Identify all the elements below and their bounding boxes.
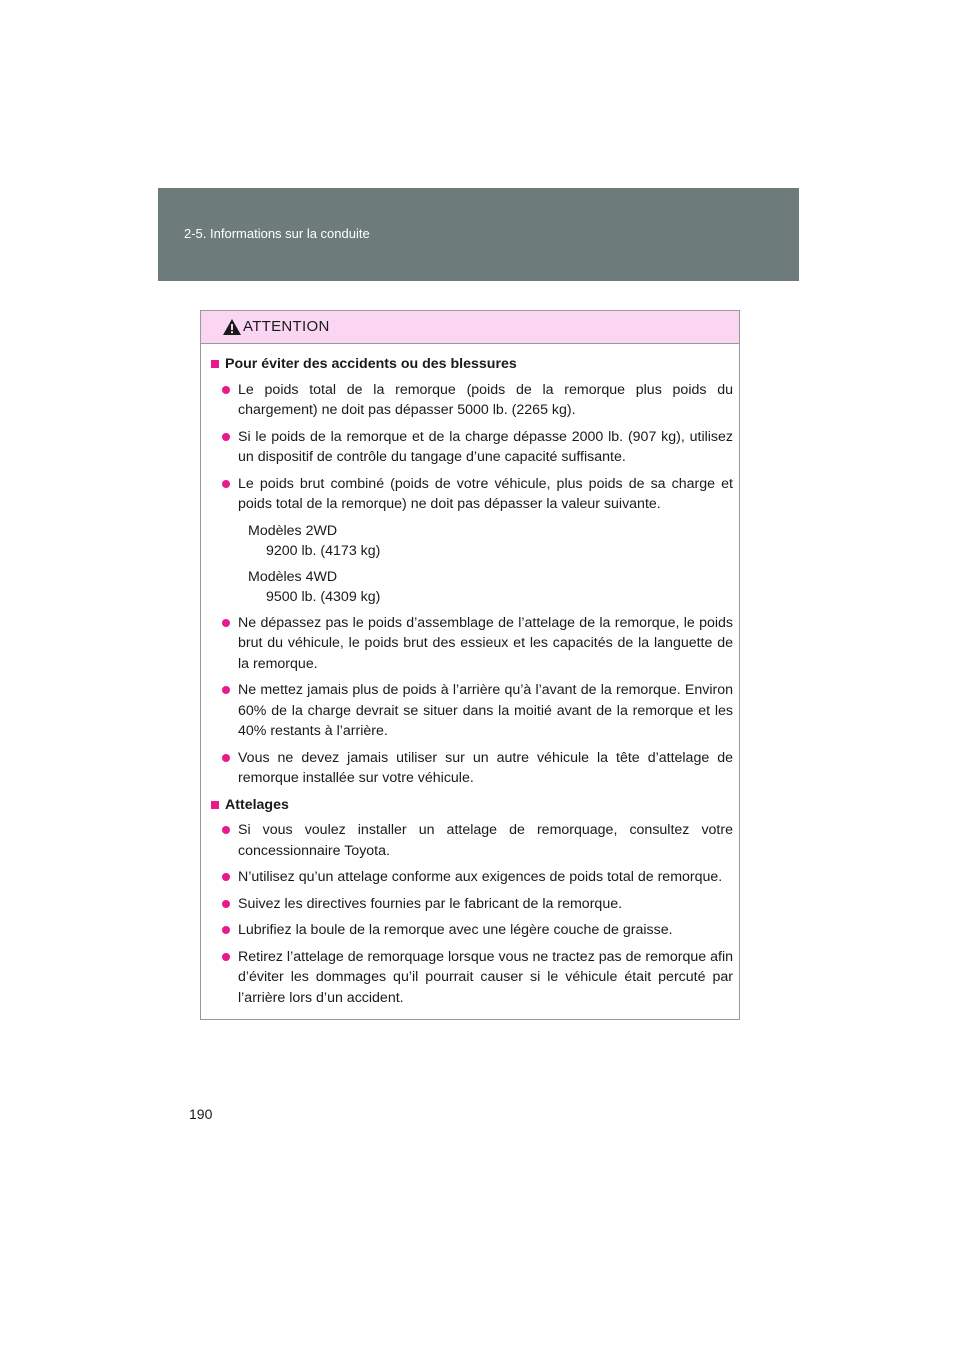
round-bullet-icon [222,754,230,762]
list-item-text: Le poids total de la remorque (poids de la remorque plus poids du chargement) ne doit pas dépasser 5000 lb. (2265 kg). [238,381,733,418]
section-heading [210,354,733,375]
list-item [210,613,733,675]
section-heading-text: Pour éviter des accidents ou des blessures [225,356,517,372]
model-name: Modèles 4WD [248,568,338,585]
list-item-text: Retirez l’attelage de remorquage lorsque vous ne tractez pas de remorque afin d’éviter les dommages qu’il pourrait causer si le véhicule était percuté par l’arrière lors d’un accident. [238,948,733,1006]
list-item [210,748,733,789]
page-number: 190 [189,1106,213,1122]
list-item-text: N’utilisez qu’un attelage conforme aux exigences de poids total de remorque. [238,869,723,885]
round-bullet-icon [222,926,230,934]
list-item [210,680,733,742]
list-item [210,947,733,1009]
square-bullet-icon [211,801,219,809]
list-item [210,867,733,888]
list-item [210,894,733,915]
section-heading [210,795,733,816]
chapter-header [158,188,799,281]
list-item [210,920,733,941]
warning-body [201,344,739,1008]
list-item-text: Si vous voulez installer un attelage de remorquage, consultez votre concessionnaire Toyota. [238,822,733,859]
model-spec [210,567,733,607]
model-name: Modèles 2WD [248,522,338,539]
round-bullet-icon [222,826,230,834]
list-item-text: Si le poids de la remorque et de la charge dépasse 2000 lb. (907 kg), utilisez un dispositif de contrôle du tangage d’une capacité suffisante. [238,428,733,465]
section-heading-text: Attelages [225,796,289,813]
round-bullet-icon [222,433,230,441]
model-value: 9500 lb. (4309 kg) [266,588,381,605]
warning-triangle-icon [222,318,242,336]
list-item-text: Ne dépassez pas le poids d’assemblage de l’attelage de la remorque, le poids brut du véhicule, le poids brut des essieux et les capacités de la languette de la remorque. [238,614,733,672]
model-spec [210,521,733,561]
list-item [210,820,733,861]
square-bullet-icon [211,360,219,368]
model-value: 9200 lb. (4173 kg) [266,542,381,559]
list-item [210,427,733,468]
warning-title: ATTENTION [243,318,330,335]
round-bullet-icon [222,686,230,694]
list-item-text: Vous ne devez jamais utiliser sur un autre véhicule la tête d’attelage de remorque installée sur votre véhicule. [238,749,733,786]
round-bullet-icon [222,900,230,908]
round-bullet-icon [222,953,230,961]
warning-header [201,311,739,344]
round-bullet-icon [222,480,230,488]
list-item [210,380,733,421]
list-item-text: Suivez les directives fournies par le fabricant de la remorque. [238,895,623,912]
round-bullet-icon [222,619,230,627]
round-bullet-icon [222,386,230,394]
section-title: 2-5. Informations sur la conduite [184,226,370,241]
list-item-text: Le poids brut combiné (poids de votre véhicule, plus poids de sa charge et poids total de la remorque) ne doit pas dépasser la valeur suivante. [238,475,733,512]
warning-box [200,310,740,1020]
list-item-text: Lubrifiez la boule de la remorque avec une légère couche de graisse. [238,922,673,938]
list-item [210,474,733,515]
list-item-text: Ne mettez jamais plus de poids à l’arrière qu’à l’avant de la remorque. Environ 60% de la charge devrait se situer dans la moitié avant de la remorque et les 40% restants à l’arrière. [238,682,733,739]
round-bullet-icon [222,873,230,881]
